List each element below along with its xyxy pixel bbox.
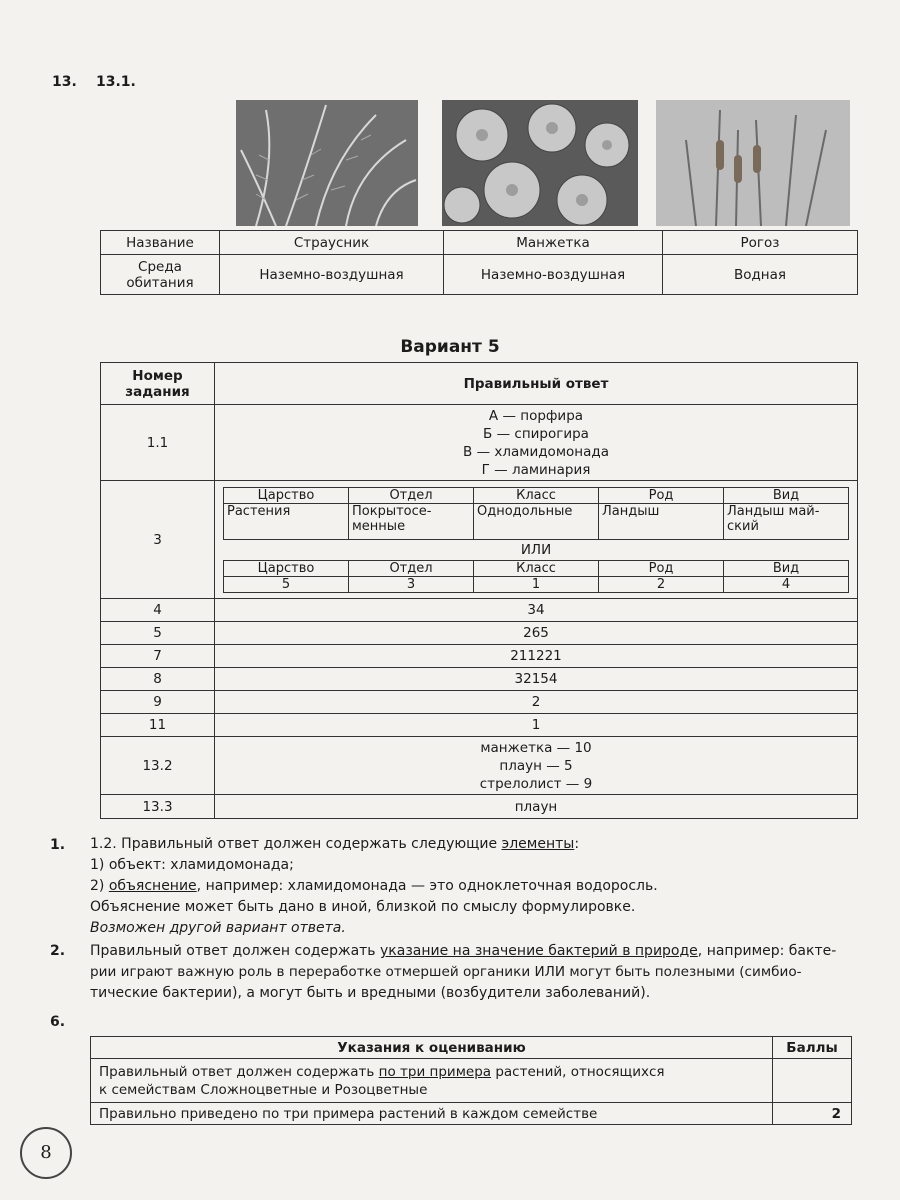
underlined-term: по три примера: [378, 1063, 492, 1080]
task-number: 13.2: [101, 737, 215, 795]
answer-cell: 265: [215, 622, 858, 645]
text-line: Объяснение может быть дано в иной, близкой по смыслу формулировке.: [90, 899, 636, 915]
answer-line: Г — ламинария: [481, 461, 591, 478]
text-line: к семействам Сложноцветные и Розоцветные: [99, 1081, 428, 1098]
answer-cell: 2: [215, 691, 858, 714]
text-span: Правильный ответ должен содержать: [99, 1063, 379, 1080]
score-cell: 2: [773, 1103, 852, 1125]
question-number-6: 6.: [50, 1014, 66, 1030]
answer-line: стрелолист — 9: [479, 775, 593, 792]
taxonomy-order-value: 3: [349, 576, 474, 592]
text-line: тические бактерии), а могут быть и вредными (возбудители заболеваний).: [90, 985, 651, 1001]
question-number-1: 1.: [50, 837, 66, 853]
taxonomy-header: Род: [599, 560, 724, 576]
underlined-term: элементы: [501, 836, 575, 852]
answer-cell: 34: [215, 599, 858, 622]
or-label: ИЛИ: [520, 541, 552, 558]
answer-line: манжетка — 10: [480, 739, 592, 756]
plant-habitat-2: Наземно-воздушная: [444, 255, 663, 295]
score-header: Баллы: [773, 1037, 852, 1059]
text-span: растений, относящихся: [491, 1063, 665, 1080]
answers-table: [100, 362, 858, 819]
score-cell: [773, 1059, 852, 1103]
answer-cell: 32154: [215, 668, 858, 691]
fern-photo: [236, 100, 418, 226]
taxonomy-header: Класс: [474, 560, 599, 576]
task-number: 13.3: [101, 795, 215, 819]
alchemilla-photo: [442, 100, 638, 226]
task-number: 4: [101, 599, 215, 622]
taxonomy-value: Растения: [224, 503, 349, 539]
taxonomy-value: Ландыш: [599, 503, 724, 539]
taxonomy-value: Ландыш май-ский: [724, 503, 849, 539]
answer-line: В — хламидомонада: [463, 443, 609, 460]
page-number: 8: [20, 1127, 72, 1179]
taxonomy-header: Царство: [224, 560, 349, 576]
plant-name-1: Страусник: [220, 231, 444, 255]
taxonomy-value: Покрытосе-менные: [349, 503, 474, 539]
underlined-term: указание на значение бактерий в природе: [380, 943, 698, 959]
text-span: 1.2. Правильный ответ должен содержать следующие: [90, 836, 502, 852]
text-line: 1) объект: хламидомонада;: [90, 857, 294, 873]
taxonomy-header: Отдел: [349, 487, 474, 503]
plant-name-3: Рогоз: [663, 231, 858, 255]
underlined-term: объяснение: [108, 878, 197, 894]
question-number-13: 13.: [52, 74, 77, 90]
taxonomy-header: Класс: [474, 487, 599, 503]
taxonomy-order-value: 1: [474, 576, 599, 592]
text-span: 2): [90, 878, 109, 894]
col-correct-answer: Правильный ответ: [215, 363, 858, 405]
habitat-header: Среда обитания: [101, 255, 220, 295]
answer-cell: 1: [215, 714, 858, 737]
plant-name-2: Манжетка: [444, 231, 663, 255]
variant-title: Вариант 5: [400, 337, 500, 357]
col-task-number: Номер задания: [101, 363, 215, 405]
grading-table: [90, 1036, 852, 1125]
question-2-text: [90, 941, 860, 1004]
answer-cell: 211221: [215, 645, 858, 668]
answer-cell: [215, 737, 858, 795]
taxonomy-header: Вид: [724, 487, 849, 503]
answer-line: плаун — 5: [499, 757, 573, 774]
plants-table: [100, 230, 858, 295]
taxonomy-order-value: 4: [724, 576, 849, 592]
taxonomy-order-table: [223, 560, 849, 593]
name-header: Название: [101, 231, 220, 255]
text-span: Правильный ответ должен содержать: [90, 943, 381, 959]
alternative-note: Возможен другой вариант ответа.: [90, 920, 346, 936]
taxonomy-header: Отдел: [349, 560, 474, 576]
plant-habitat-1: Наземно-воздушная: [220, 255, 444, 295]
text-span: :: [574, 836, 580, 852]
cattail-photo: [656, 100, 850, 226]
text-line: рии играют важную роль в переработке отмершей органики ИЛИ могут быть полезными (симбио-: [90, 964, 802, 980]
taxonomy-header: Вид: [724, 560, 849, 576]
task-number: 7: [101, 645, 215, 668]
plant-habitat-3: Водная: [663, 255, 858, 295]
task-number: 8: [101, 668, 215, 691]
grading-criterion: Правильно приведено по три примера растений в каждом семействе: [91, 1103, 773, 1125]
sub-question-13-1: 13.1.: [96, 74, 136, 90]
task-number: 11: [101, 714, 215, 737]
answer-cell: плаун: [215, 795, 858, 819]
task-number: 3: [101, 481, 215, 599]
taxonomy-table: [223, 487, 849, 540]
text-span: , например: хламидомонада — это одноклеточная водоросль.: [196, 878, 658, 894]
question-1-text: [90, 834, 658, 939]
taxonomy-order-value: 5: [224, 576, 349, 592]
question-number-2: 2.: [50, 943, 66, 959]
task-number: 9: [101, 691, 215, 714]
grading-criterion: [91, 1059, 773, 1103]
task-number: 5: [101, 622, 215, 645]
answer-line: Б — спирогира: [483, 425, 589, 442]
grading-header: Указания к оцениванию: [91, 1037, 773, 1059]
answer-line: А — порфира: [488, 407, 584, 424]
taxonomy-header: Царство: [224, 487, 349, 503]
task-number: 1.1: [101, 405, 215, 481]
answer-cell: [215, 481, 858, 599]
text-span: , например: бакте-: [697, 943, 837, 959]
taxonomy-value: Однодольные: [474, 503, 599, 539]
answer-cell: [215, 405, 858, 481]
taxonomy-order-value: 2: [599, 576, 724, 592]
taxonomy-header: Род: [599, 487, 724, 503]
